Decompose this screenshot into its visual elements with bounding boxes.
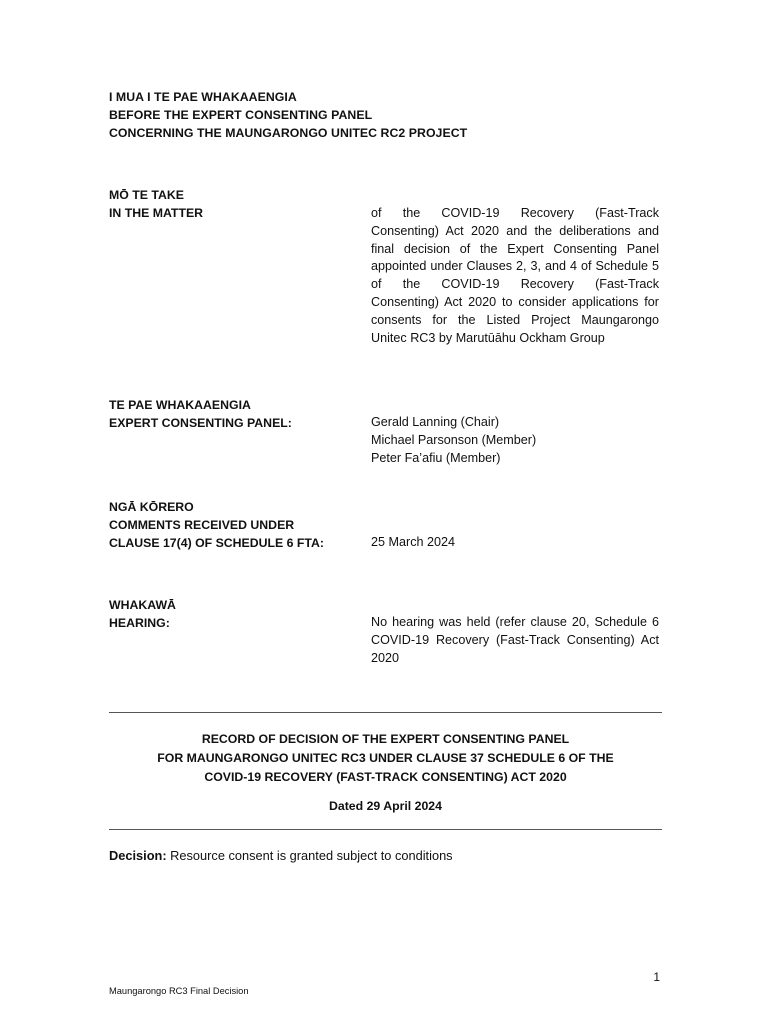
- panel-label: [109, 396, 349, 432]
- record-title: [109, 730, 662, 787]
- record-title-line2: FOR MAUNGARONGO UNITEC RC3 UNDER CLAUSE 37 SCHEDULE 6 OF THE: [157, 751, 614, 765]
- comments-label-maori: NGĀ KŌRERO: [109, 500, 194, 514]
- comments-label-clause: CLAUSE 17(4) OF SCHEDULE 6 FTA:: [109, 536, 324, 550]
- matter-label-maori: MŌ TE TAKE: [109, 188, 184, 202]
- comments-label: [109, 498, 359, 552]
- matter-label-english: IN THE MATTER: [109, 206, 204, 220]
- panel-label-maori: TE PAE WHAKAAENGIA: [109, 398, 251, 412]
- divider-bottom: [109, 829, 662, 830]
- footer-text: Maungarongo RC3 Final Decision: [109, 986, 249, 996]
- page-number: 1: [653, 970, 660, 984]
- decision-line: [109, 847, 669, 865]
- matter-label: [109, 186, 349, 222]
- panel-member-faafiu: Peter Fa’afiu (Member): [371, 450, 501, 465]
- heading-line-panel: BEFORE THE EXPERT CONSENTING PANEL: [109, 108, 373, 122]
- matter-value: of the COVID-19 Recovery (Fast-Track Consenting) Act 2020 and the deliberations and final decision of the Expert Consenting Panel appointed under Clauses 2, 3, and 4 of Schedule 5 of the COVID-19 Recovery (Fast-Track Consenting) Act 2020 to consider applications for consents for the Listed Project Maungarongo Unitec RC3 by Marutūāhu Ockham Group: [371, 206, 659, 345]
- panel-member-parsonson: Michael Parsonson (Member): [371, 432, 537, 447]
- panel-label-english: EXPERT CONSENTING PANEL:: [109, 416, 292, 430]
- record-title-line3: COVID-19 RECOVERY (FAST-TRACK CONSENTING) ACT 2020: [204, 770, 567, 784]
- hearing-label-maori: WHAKAWĀ: [109, 598, 176, 612]
- decision-label: Decision:: [109, 848, 167, 863]
- hearing-label-english: HEARING:: [109, 616, 170, 630]
- hearing-value: No hearing was held (refer clause 20, Schedule 6 COVID-19 Recovery (Fast-Track Consenting) Act 2020: [371, 615, 659, 665]
- heading-line-project: CONCERNING THE MAUNGARONGO UNITEC RC2 PROJECT: [109, 126, 468, 140]
- hearing-label: [109, 596, 349, 632]
- decision-text: Resource consent is granted subject to conditions: [170, 848, 453, 863]
- panel-member-chair: Gerald Lanning (Chair): [371, 415, 500, 429]
- record-title-line1: RECORD OF DECISION OF THE EXPERT CONSENTING PANEL: [201, 732, 570, 746]
- record-dated: Dated 29 April 2024: [328, 799, 442, 813]
- divider-top: [109, 712, 662, 713]
- comments-label-received: COMMENTS RECEIVED UNDER: [109, 518, 295, 532]
- panel-members: [371, 414, 659, 467]
- document-heading: [109, 88, 669, 142]
- comments-date: 25 March 2024: [371, 535, 456, 549]
- heading-line-maori: I MUA I TE PAE WHAKAAENGIA: [109, 90, 297, 104]
